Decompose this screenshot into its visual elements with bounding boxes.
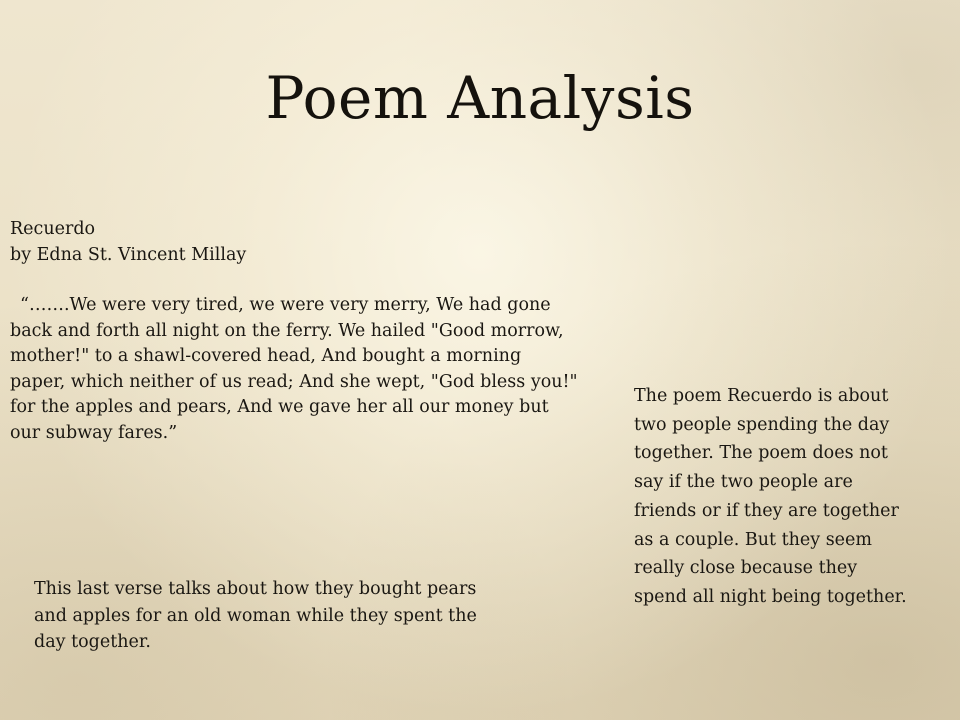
slide-title: Poem Analysis [265, 64, 695, 132]
poem-title: Recuerdo [10, 219, 96, 239]
verse-analysis-note: This last verse talks about how they bought pears and apples for an old woman while they spent the day together. [34, 579, 477, 652]
poem-block [10, 217, 580, 446]
poem-excerpt: “…….We were very tired, we were very merry, We had gone back and forth all night on the ferry. We hailed "Good morrow, mother!" to a shawl-covered head, And bought a morning paper, which neither of us read; And she wept, "God bless you!" for the apples and pears, And we gave her all our money but our subway fares.” [10, 295, 578, 443]
poem-author: by Edna St. Vincent Millay [10, 244, 247, 265]
poem-summary: The poem Recuerdo is about two people spending the day together. The poem does not say if the two people are friends or if they are together as a couple. But they seem really close because they spend all night being together. [634, 386, 907, 607]
